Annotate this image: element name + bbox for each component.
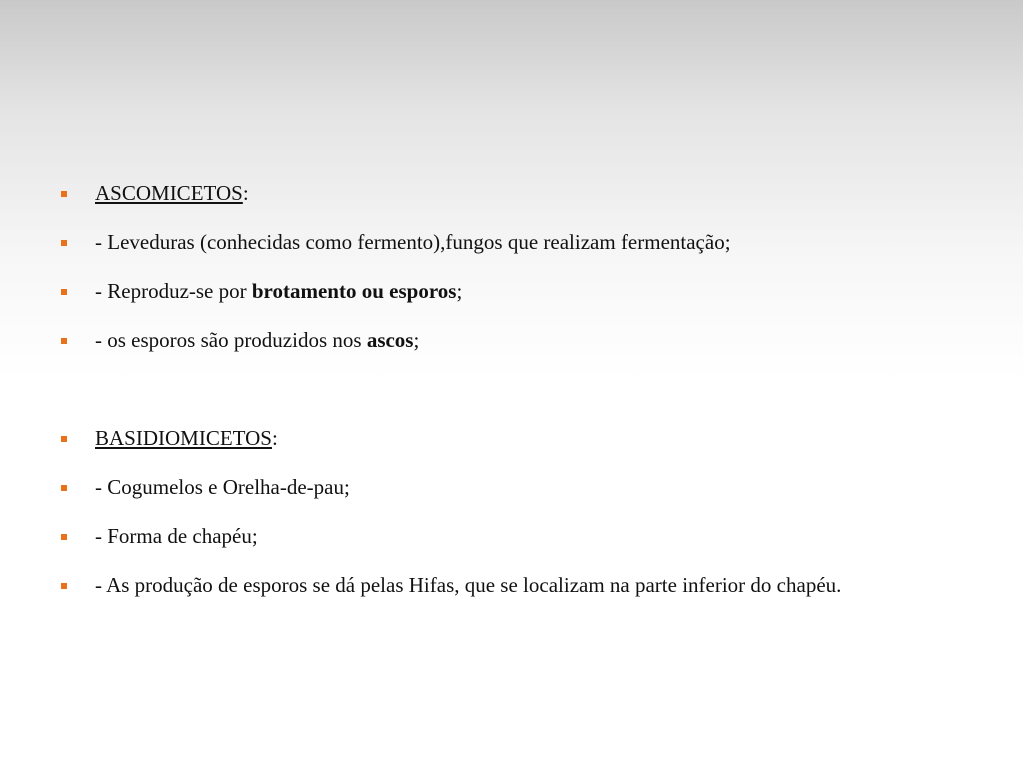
square-bullet-icon <box>61 583 67 589</box>
heading-colon: : <box>242 181 249 205</box>
heading-colon: : <box>271 426 278 450</box>
bullet-text-prefix: - Reproduz-se por <box>95 279 252 303</box>
bullet-text-suffix: ; <box>413 328 420 352</box>
heading-text: BASIDIOMICETOS <box>95 426 272 450</box>
bullet-item <box>58 570 972 600</box>
heading-text: ASCOMICETOS <box>95 181 243 205</box>
square-bullet-icon <box>61 338 67 344</box>
section-heading-ascomicetos <box>58 178 972 208</box>
bullet-item <box>58 472 972 502</box>
bullet-item <box>58 227 972 257</box>
bullet-text: - Cogumelos e Orelha-de-pau; <box>95 475 350 499</box>
square-bullet-icon <box>61 240 67 246</box>
square-bullet-icon <box>61 289 67 295</box>
bullet-text-bold: ascos <box>366 328 414 352</box>
section-heading-basidiomicetos <box>58 423 972 453</box>
bullet-item <box>58 276 972 306</box>
bullet-text: - Forma de chapéu; <box>95 524 258 548</box>
bullet-item <box>58 521 972 551</box>
square-bullet-icon <box>61 191 67 197</box>
bullet-text: - As produção de esporos se dá pelas Hifas, que se localizam na parte inferior do chapéu. <box>95 573 842 597</box>
bullet-item <box>58 325 972 355</box>
square-bullet-icon <box>61 436 67 442</box>
bullet-text-bold: brotamento ou esporos <box>251 279 457 303</box>
bullet-text-prefix: - os esporos são produzidos nos <box>95 328 367 352</box>
slide-content <box>58 178 972 619</box>
square-bullet-icon <box>61 485 67 491</box>
bullet-text: - Leveduras (conhecidas como fermento),fungos que realizam fermentação; <box>95 230 731 254</box>
square-bullet-icon <box>61 534 67 540</box>
bullet-text-suffix: ; <box>456 279 463 303</box>
